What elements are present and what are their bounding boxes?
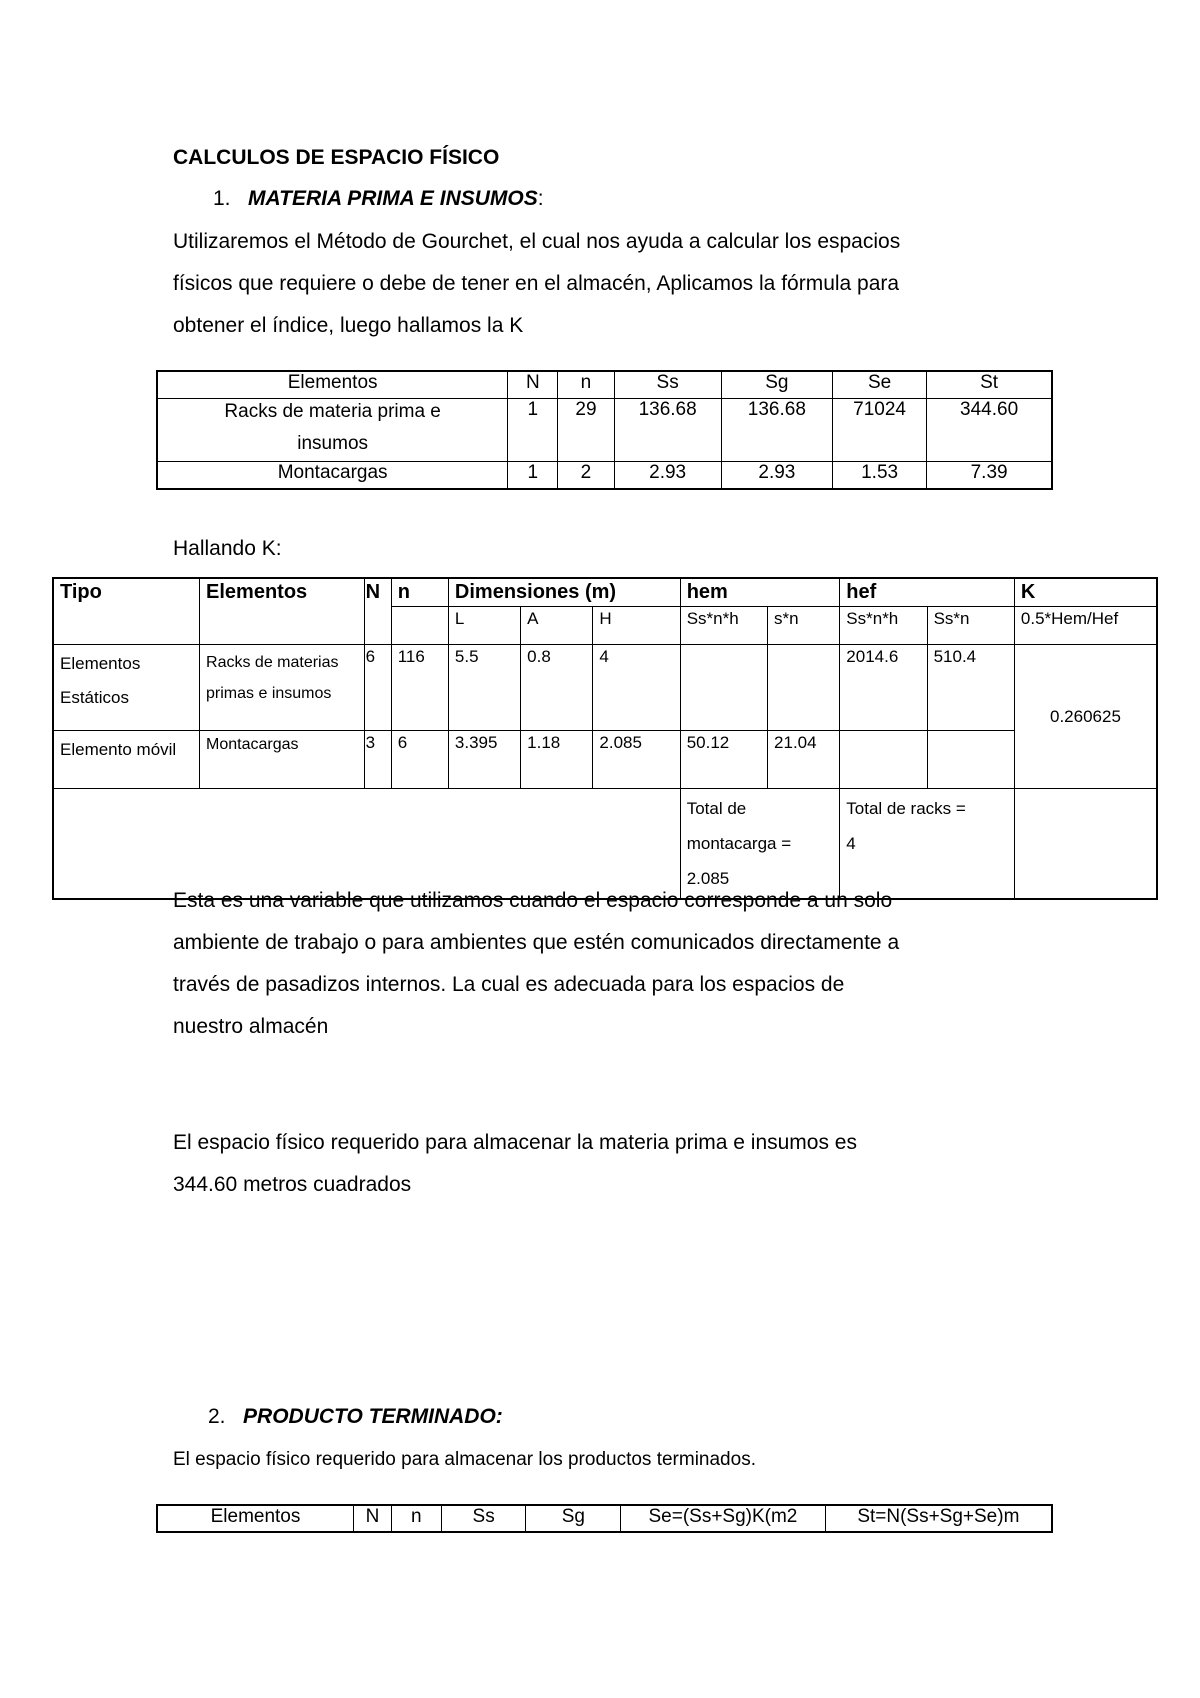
cell-n: 6 xyxy=(391,731,448,789)
table-row xyxy=(157,462,1052,490)
elements-table xyxy=(156,370,1053,490)
header-cell: Sg xyxy=(526,1505,621,1532)
header-cell: Se=(Ss+Sg)K(m2 xyxy=(621,1505,826,1532)
section-2-title: PRODUCTO TERMINADO: xyxy=(243,1405,503,1428)
cell-L: 5.5 xyxy=(448,645,520,731)
header-dimensiones: Dimensiones (m) xyxy=(448,578,680,607)
explanation-line: ambiente de trabajo o para ambientes que estén comunicados directamente a xyxy=(173,931,900,954)
section-1-intro xyxy=(173,221,900,347)
cell: 136.68 xyxy=(614,399,721,462)
total-racks: Total de racks = 4 xyxy=(840,789,1015,900)
header-elementos: Elementos xyxy=(200,578,365,645)
header-cell: Sg xyxy=(721,371,832,399)
header-cell: Se xyxy=(832,371,926,399)
cell-hem2 xyxy=(768,645,840,731)
cell-H: 2.085 xyxy=(593,731,680,789)
cell: 1.53 xyxy=(832,462,926,490)
product-table xyxy=(156,1504,1053,1533)
table-row xyxy=(157,399,1052,462)
section-2-intro: El espacio físico requerido para almacenar los productos terminados. xyxy=(173,1449,756,1470)
header-cell: Ss xyxy=(614,371,721,399)
cell-hem1: 50.12 xyxy=(680,731,767,789)
explanation-line: nuestro almacén xyxy=(173,1015,329,1038)
header-cell: Elementos xyxy=(157,371,508,399)
cell: 7.39 xyxy=(927,462,1052,490)
intro-line: físicos que requiere o debe de tener en el almacén, Aplicamos la fórmula para xyxy=(173,272,900,295)
subheader-hem1: Ss*n*h xyxy=(680,607,767,645)
cell: 136.68 xyxy=(721,399,832,462)
table-header-row xyxy=(157,1505,1052,1532)
section-2-number: 2. xyxy=(208,1405,226,1428)
cell: 344.60 xyxy=(927,399,1052,462)
section-1-heading xyxy=(213,187,544,211)
explanation xyxy=(173,880,899,1048)
header-k: K xyxy=(1014,578,1157,607)
tipo-cell: Elemento móvil xyxy=(53,731,200,789)
subheader-blank xyxy=(391,607,448,645)
tipo-cell: Elementos Estáticos xyxy=(53,645,200,731)
table-header-row xyxy=(157,371,1052,399)
cell-hef2: 510.4 xyxy=(927,645,1014,731)
cell-hem2: 21.04 xyxy=(768,731,840,789)
conclusion-line: El espacio físico requerido para almacenar la materia prima e insumos es xyxy=(173,1131,857,1154)
hallando-k-label: Hallando K: xyxy=(173,537,282,560)
subheader-A: A xyxy=(521,607,593,645)
header-n: n xyxy=(391,578,448,607)
section-1-title: MATERIA PRIMA E INSUMOS xyxy=(248,187,538,210)
element-cell xyxy=(157,399,508,462)
cell-hef2 xyxy=(927,731,1014,789)
header-cell: n xyxy=(391,1505,441,1532)
section-1-colon: : xyxy=(537,187,544,210)
cell: 2.93 xyxy=(721,462,832,490)
element-line: insumos xyxy=(297,433,369,454)
conclusion-line: 344.60 metros cuadrados xyxy=(173,1173,412,1196)
element-cell: Montacargas xyxy=(157,462,508,490)
header-cell: N xyxy=(508,371,558,399)
header-cell: Ss xyxy=(441,1505,526,1532)
subheader-L: L xyxy=(448,607,520,645)
cell: 1 xyxy=(508,399,558,462)
totals-k-blank xyxy=(1014,789,1157,900)
cell-N: 3 xyxy=(364,731,391,789)
cell: 71024 xyxy=(832,399,926,462)
cell-L: 3.395 xyxy=(448,731,520,789)
document-title: CALCULOS DE ESPACIO FÍSICO xyxy=(173,146,500,169)
explanation-line: Esta es una variable que utilizamos cuando el espacio corresponde a un solo xyxy=(173,889,893,912)
header-tipo: Tipo xyxy=(53,578,200,645)
k-value-cell: 0.260625 xyxy=(1014,645,1157,789)
intro-line: Utilizaremos el Método de Gourchet, el cual nos ayuda a calcular los espacios xyxy=(173,230,901,253)
elementos-cell: Montacargas xyxy=(200,731,365,789)
header-hem: hem xyxy=(680,578,840,607)
header-cell: St xyxy=(927,371,1052,399)
cell: 2.93 xyxy=(614,462,721,490)
subheader-k: 0.5*Hem/Hef xyxy=(1014,607,1157,645)
element-line: Racks de materia prima e xyxy=(224,401,441,422)
conclusion xyxy=(173,1122,857,1206)
header-cell: n xyxy=(558,371,614,399)
cell-H: 4 xyxy=(593,645,680,731)
header-cell: St=N(Ss+Sg+Se)m xyxy=(825,1505,1052,1532)
cell: 29 xyxy=(558,399,614,462)
header-hef: hef xyxy=(840,578,1015,607)
total-montacarga: Total de montacarga = 2.085 xyxy=(680,789,840,900)
cell-n: 116 xyxy=(391,645,448,731)
header-N: N xyxy=(364,578,391,645)
k-table xyxy=(52,577,1158,900)
subheader-H: H xyxy=(593,607,680,645)
section-2-heading xyxy=(208,1405,503,1429)
cell-hef1: 2014.6 xyxy=(840,645,927,731)
cell-N: 6 xyxy=(364,645,391,731)
subheader-hem2: s*n xyxy=(768,607,840,645)
cell-A: 0.8 xyxy=(521,645,593,731)
cell: 1 xyxy=(508,462,558,490)
cell-hef1 xyxy=(840,731,927,789)
header-cell: N xyxy=(354,1505,392,1532)
explanation-line: través de pasadizos internos. La cual es adecuada para los espacios de xyxy=(173,973,845,996)
cell-hem1 xyxy=(680,645,767,731)
intro-line: obtener el índice, luego hallamos la K xyxy=(173,314,524,337)
table-row xyxy=(53,645,1157,731)
table-row xyxy=(53,731,1157,789)
subheader-hef1: Ss*n*h xyxy=(840,607,927,645)
cell-A: 1.18 xyxy=(521,731,593,789)
k-header-row xyxy=(53,578,1157,607)
elementos-cell: Racks de materias primas e insumos xyxy=(200,645,365,731)
header-cell: Elementos xyxy=(157,1505,354,1532)
section-1-number: 1. xyxy=(213,187,231,210)
cell: 2 xyxy=(558,462,614,490)
subheader-hef2: Ss*n xyxy=(927,607,1014,645)
